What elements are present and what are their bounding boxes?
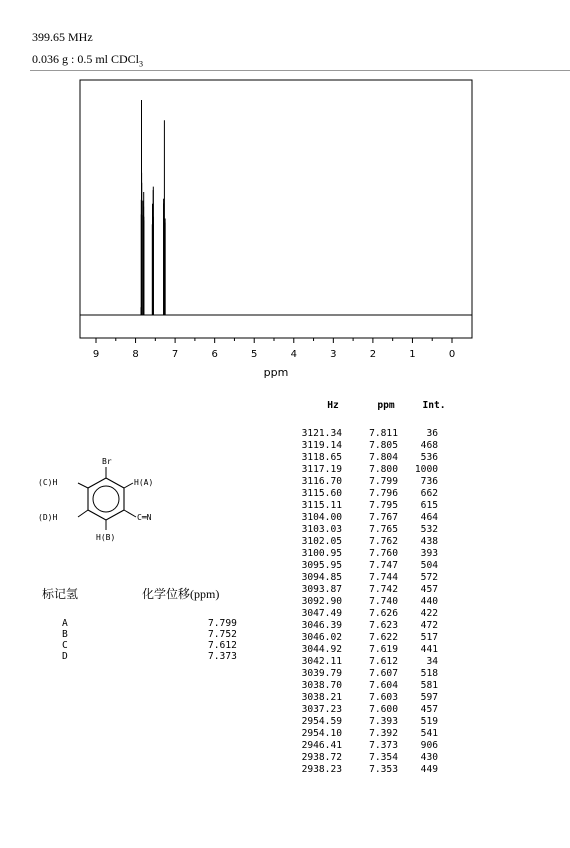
col-hz: Hz (327, 400, 339, 411)
peak-ppm: 7.805 (369, 440, 398, 451)
x-axis-label: ppm (263, 366, 289, 379)
molecule-structure (30, 452, 200, 572)
peak-row (292, 452, 454, 464)
peak-ppm: 7.607 (369, 668, 398, 679)
peak-ppm: 7.811 (369, 428, 398, 439)
x-tick-label: 0 (448, 349, 456, 360)
nmr-spectrum-chart (0, 0, 570, 400)
col-shift-header: 化学位移(ppm) (142, 587, 220, 601)
bond-ha (124, 483, 133, 488)
peak-hz: 3119.14 (301, 440, 342, 451)
peak-int: 518 (420, 668, 438, 679)
peak-int: 519 (420, 716, 438, 727)
assignment-label: D (62, 651, 68, 662)
x-tick-label: 2 (369, 349, 377, 360)
peak-int: 517 (420, 632, 438, 643)
peak-int: 441 (420, 644, 438, 655)
peak-row (292, 680, 454, 692)
assignment-shift: 7.612 (208, 640, 237, 651)
peak-ppm: 7.623 (369, 620, 398, 631)
peak-table (292, 400, 454, 776)
peak-hz: 3093.87 (301, 584, 342, 595)
peak-int: 541 (420, 728, 438, 739)
peak-hz: 3044.92 (301, 644, 342, 655)
assignment-shift: 7.799 (208, 618, 237, 629)
peak-int: 393 (420, 548, 438, 559)
peak-int: 438 (420, 536, 438, 547)
peak-row (292, 740, 454, 752)
atom-hd: (D)H (38, 513, 58, 522)
assignment-row (42, 651, 302, 662)
x-tick-label: 1 (409, 349, 416, 360)
peak-row (292, 704, 454, 716)
peak-int: 504 (420, 560, 438, 571)
peak-int: 662 (420, 488, 438, 499)
peak-ppm: 7.600 (369, 704, 398, 715)
peak-int: 36 (426, 428, 438, 439)
peak-int: 449 (420, 764, 438, 775)
peak-row (292, 764, 454, 776)
spectrometer-frequency: 399.65 MHz (32, 30, 93, 44)
col-ppm: ppm (377, 400, 395, 411)
peak-hz: 3118.65 (301, 452, 342, 463)
peak-hz: 3103.03 (301, 524, 342, 535)
peak-int: 581 (420, 680, 438, 691)
x-tick-label: 8 (132, 349, 139, 360)
x-tick-label: 5 (251, 349, 258, 360)
peak-row (292, 656, 454, 668)
peak-row (292, 524, 454, 536)
peak-hz: 3046.39 (301, 620, 342, 631)
peak-row (292, 752, 454, 764)
peak-ppm: 7.744 (369, 572, 398, 583)
peak-row (292, 584, 454, 596)
peak-hz: 3115.11 (301, 500, 342, 511)
peak-ppm: 7.767 (369, 512, 398, 523)
atom-hb: H(B) (96, 533, 116, 542)
peak-int: 422 (420, 608, 438, 619)
peak-hz: 3038.21 (301, 692, 342, 703)
peak-int: 464 (420, 512, 438, 523)
peak-ppm: 7.742 (369, 584, 398, 595)
peak-row (292, 440, 454, 452)
peak-hz: 3104.00 (301, 512, 342, 523)
peak-lines (141, 100, 165, 315)
bond-hc (78, 483, 88, 488)
peak-row (292, 500, 454, 512)
peak-row (292, 668, 454, 680)
x-axis (93, 338, 455, 360)
peak-ppm: 7.760 (369, 548, 398, 559)
peak-hz: 3115.60 (301, 488, 342, 499)
peak-int: 472 (420, 620, 438, 631)
atom-hc: (C)H (38, 478, 58, 487)
nitrile-group: C═N (137, 513, 152, 522)
peak-int: 468 (420, 440, 438, 451)
x-tick-label: 9 (92, 349, 100, 360)
peak-row (292, 620, 454, 632)
peak-ppm: 7.762 (369, 536, 398, 547)
assignment-row (42, 640, 302, 651)
peak-int: 1000 (414, 464, 438, 475)
peak-table-header (292, 400, 454, 412)
sample-subscript: 3 (139, 59, 144, 69)
peak-hz: 3042.11 (301, 656, 342, 667)
peak-int: 615 (420, 500, 438, 511)
peak-hz: 2938.23 (301, 764, 342, 775)
peak-ppm: 7.800 (369, 464, 398, 475)
peak-hz: 3037.23 (301, 704, 342, 715)
peak-int: 440 (420, 596, 438, 607)
peak-int: 34 (426, 656, 438, 667)
assignment-body (42, 618, 302, 662)
peak-ppm: 7.354 (369, 752, 398, 763)
x-tick-label: 4 (290, 349, 297, 360)
peak-hz: 2938.72 (301, 752, 342, 763)
peak-int: 430 (420, 752, 438, 763)
peak-int: 457 (420, 584, 438, 595)
peak-row (292, 536, 454, 548)
peak-row (292, 560, 454, 572)
x-tick-label: 6 (211, 349, 218, 360)
peak-hz: 3094.85 (301, 572, 342, 583)
peak-row (292, 644, 454, 656)
peak-hz: 3092.90 (301, 596, 342, 607)
peak-hz: 3121.34 (301, 428, 342, 439)
assignment-row (42, 629, 302, 640)
peak-hz: 3100.95 (301, 548, 342, 559)
peak-int: 597 (420, 692, 438, 703)
peak-row (292, 572, 454, 584)
peak-row (292, 692, 454, 704)
peak-ppm: 7.353 (369, 764, 398, 775)
assignment-label: C (62, 640, 68, 651)
peak-hz: 3046.02 (301, 632, 342, 643)
x-tick-label: 3 (330, 349, 337, 360)
peak-int: 736 (420, 476, 438, 487)
peak-row (292, 728, 454, 740)
peak-int: 572 (420, 572, 438, 583)
peak-ppm: 7.622 (369, 632, 398, 643)
assignment-label: A (62, 618, 68, 629)
peak-ppm: 7.603 (369, 692, 398, 703)
peak-hz: 2954.10 (301, 728, 342, 739)
peak-ppm: 7.799 (369, 476, 398, 487)
peak-row (292, 716, 454, 728)
peak-hz: 2954.59 (301, 716, 342, 727)
assignment-shift: 7.373 (208, 651, 237, 662)
peak-row (292, 632, 454, 644)
peak-ppm: 7.373 (369, 740, 398, 751)
assignment-label: B (62, 629, 68, 640)
assignment-table (42, 585, 302, 662)
peak-ppm: 7.392 (369, 728, 398, 739)
col-label-header: 标记氢 (42, 587, 79, 601)
peak-ppm: 7.604 (369, 680, 398, 691)
peak-hz: 3102.05 (301, 536, 342, 547)
assignment-shift: 7.752 (208, 629, 237, 640)
peak-row (292, 596, 454, 608)
peak-hz: 2946.41 (301, 740, 342, 751)
peak-hz: 3047.49 (301, 608, 342, 619)
peak-row (292, 464, 454, 476)
peak-ppm: 7.619 (369, 644, 398, 655)
peak-int: 457 (420, 704, 438, 715)
peak-table-body (292, 428, 454, 776)
assignment-row (42, 618, 302, 629)
peak-int: 906 (420, 740, 438, 751)
peak-ppm: 7.765 (369, 524, 398, 535)
peak-ppm: 7.393 (369, 716, 398, 727)
peak-ppm: 7.795 (369, 500, 398, 511)
peak-hz: 3116.70 (301, 476, 342, 487)
peak-row (292, 608, 454, 620)
peak-hz: 3039.79 (301, 668, 342, 679)
peak-row (292, 476, 454, 488)
assignment-header (42, 585, 302, 602)
plot-frame (80, 80, 472, 338)
peak-row (292, 428, 454, 440)
peak-ppm: 7.796 (369, 488, 398, 499)
x-tick-label: 7 (171, 349, 179, 360)
peak-hz: 3117.19 (301, 464, 342, 475)
col-int: Int. (422, 400, 446, 411)
atom-ha: H(A) (134, 478, 154, 487)
peak-ppm: 7.626 (369, 608, 398, 619)
sample-conditions-text: 0.036 g : 0.5 ml CDCl (32, 52, 140, 66)
peak-row (292, 488, 454, 500)
peak-int: 536 (420, 452, 438, 463)
peak-ppm: 7.612 (369, 656, 398, 667)
peak-int: 532 (420, 524, 438, 535)
bond-cn (124, 510, 136, 517)
peak-hz: 3095.95 (301, 560, 342, 571)
peak-ppm: 7.747 (369, 560, 398, 571)
aromatic-circle (93, 486, 119, 512)
peak-row (292, 512, 454, 524)
bond-hd (78, 510, 88, 517)
peak-row (292, 548, 454, 560)
atom-br: Br (102, 457, 112, 466)
peak-ppm: 7.740 (369, 596, 398, 607)
peak-ppm: 7.804 (369, 452, 398, 463)
peak-hz: 3038.70 (301, 680, 342, 691)
